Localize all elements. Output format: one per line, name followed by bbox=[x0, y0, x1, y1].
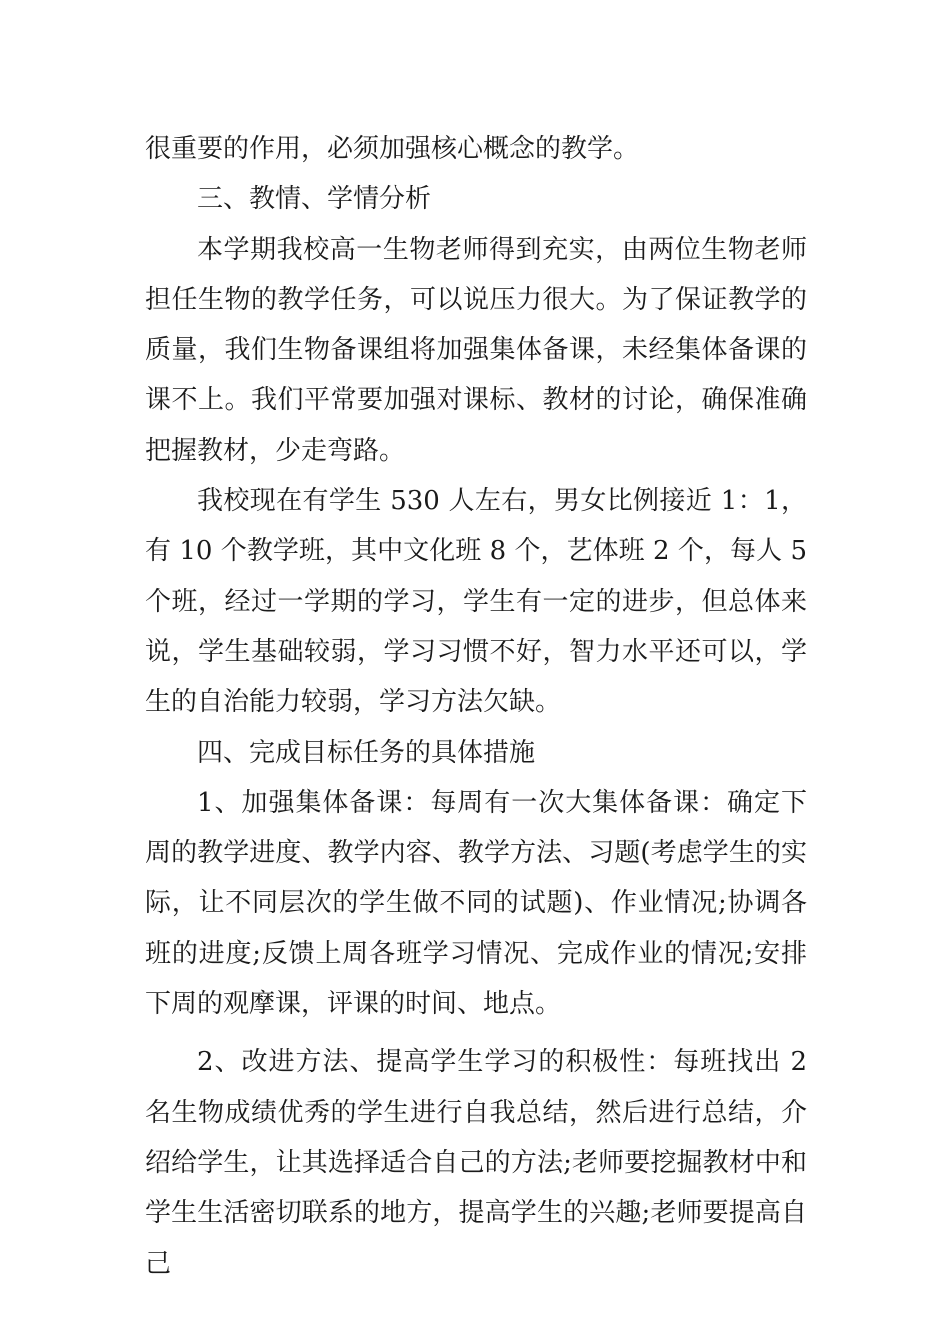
paragraph-student-situation: 我校现在有学生 530 人左右，男女比例接近 1：1，有 10 个教学班，其中文化班 8 个，艺体班 2 个，每人 5 个班，经过一学期的学习，学生有一定的进步，但总体来说，学生基础较弱，学习习惯不好，智力水平还可以，学生的自治能力较弱，学习方法欠缺。 bbox=[145, 486, 807, 718]
paragraph-continuation: 很重要的作用，必须加强核心概念的教学。 bbox=[145, 134, 640, 164]
paragraph-measure-2: 2、改进方法、提高学生学习的积极性：每班找出 2 名生物成绩优秀的学生进行自我总结，然后进行总结，介绍给学生，让其选择适合自己的方法;老师要挖掘教材中和学生生活密切联系的地方，提高学生的兴趣;老师要提高自己 bbox=[145, 1047, 807, 1279]
section-heading-analysis: 三、教情、学情分析 bbox=[197, 184, 432, 215]
document-body bbox=[145, 124, 807, 1289]
paragraph-teacher-situation: 本学期我校高一生物老师得到充实，由两位生物老师担任生物的教学任务，可以说压力很大。为了保证教学的质量，我们生物备课组将加强集体备课，未经集体备课的课不上。我们平常要加强对课标、教材的讨论，确保准确把握教材，少走弯路。 bbox=[145, 234, 807, 466]
paragraph-measure-1: 1、加强集体备课：每周有一次大集体备课：确定下周的教学进度、教学内容、教学方法、习题(考虑学生的实际，让不同层次的学生做不同的试题)、作业情况;协调各班的进度;反馈上周各班学习情况、完成作业的情况;安排下周的观摩课，评课的时间、地点。 bbox=[145, 787, 807, 1020]
section-heading-measures: 四、完成目标任务的具体措施 bbox=[197, 737, 536, 768]
